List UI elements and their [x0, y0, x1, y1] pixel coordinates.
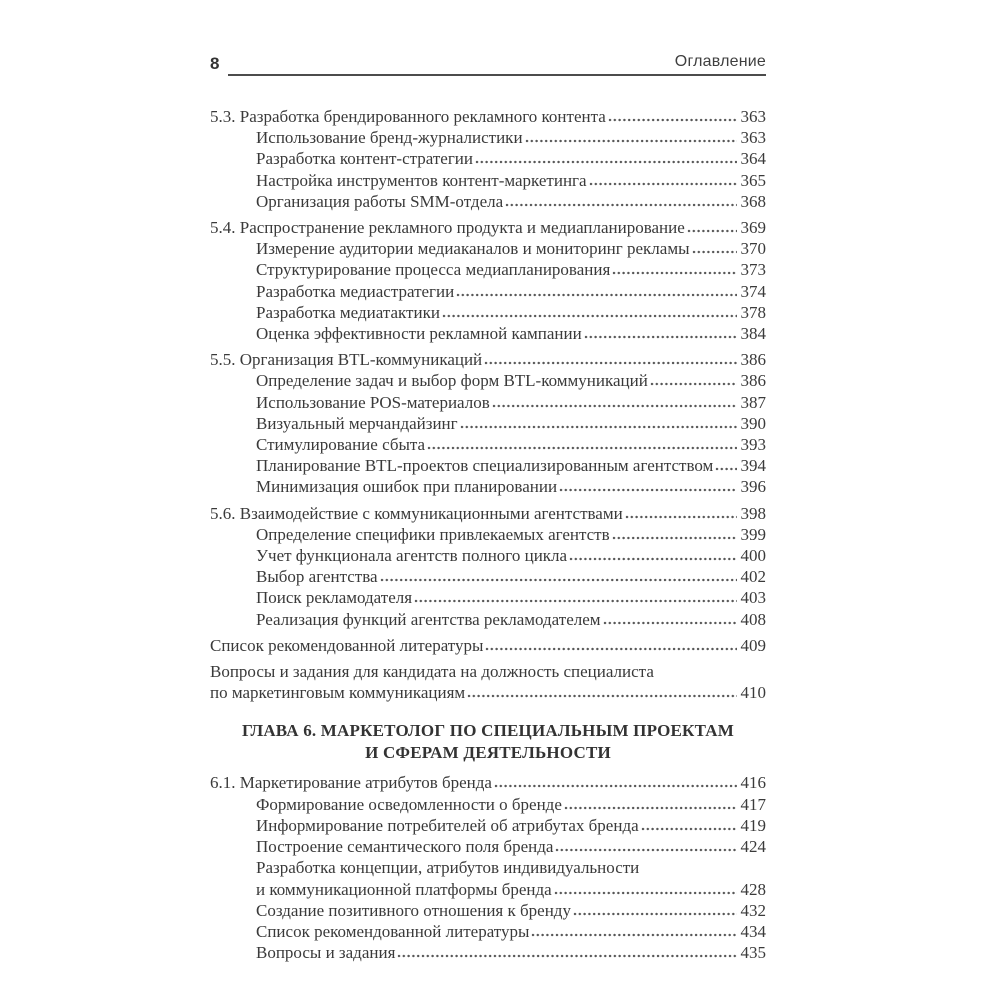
toc-entry-text: Выбор агентства: [256, 567, 378, 587]
dot-leader: [380, 578, 737, 582]
dot-leader: [573, 912, 737, 916]
toc-entry-line: [210, 217, 766, 238]
toc-entry-text: Структурирование процесса медиапланирования: [256, 260, 611, 280]
dot-leader: [456, 293, 736, 297]
toc-group: [210, 661, 766, 703]
toc-entry-text: Планирование BTL-проектов специализированным агентством: [256, 456, 714, 476]
dot-leader: [625, 515, 737, 519]
toc-page-number: 384: [740, 324, 766, 344]
toc-page-number: 432: [740, 900, 766, 920]
toc-entry-text: Организация работы SMM-отдела: [256, 191, 504, 211]
toc-entry-text: Использование бренд-журналистики: [256, 128, 523, 148]
toc-entry: [210, 281, 766, 302]
toc-entry-text: 5.5. Организация BTL-коммуникаций: [210, 350, 483, 370]
toc-entry: [210, 815, 766, 836]
toc-entry-text: Список рекомендованной литературы: [210, 635, 484, 655]
toc-entry: [210, 106, 766, 127]
toc-entry: [210, 434, 766, 455]
toc-entry: [210, 836, 766, 857]
toc-entry: [210, 370, 766, 391]
toc-entry-text: Разработка медиастратегии: [256, 281, 455, 301]
dot-leader: [485, 647, 736, 651]
toc-entry: [210, 661, 766, 703]
toc-entry-line: [210, 434, 766, 455]
dot-leader: [442, 314, 737, 318]
toc-entry-text: 5.3. Разработка брендированного рекламного контента: [210, 107, 606, 126]
toc-page-number: 369: [740, 218, 766, 238]
toc-entry: [210, 302, 766, 323]
toc-entry-text: Использование POS-материалов: [256, 392, 490, 412]
dot-leader: [641, 827, 737, 831]
dot-leader: [650, 382, 737, 386]
toc-page-number: 387: [740, 392, 766, 412]
toc-page-number: 435: [740, 943, 766, 963]
toc-page-number: 403: [740, 588, 766, 608]
page-content: [210, 52, 766, 963]
toc-entry-line: [210, 148, 766, 169]
toc-entry: [210, 900, 766, 921]
toc-entry-line: [210, 772, 766, 793]
toc-page-number: 399: [740, 524, 766, 544]
toc-group: [210, 106, 766, 212]
toc-page-number: 363: [740, 107, 766, 126]
toc-entry-line: [210, 370, 766, 391]
running-title: Оглавление: [674, 53, 766, 70]
dot-leader: [608, 118, 737, 122]
toc-page-number: 409: [740, 635, 766, 655]
dot-leader: [427, 446, 736, 450]
toc-entry-line: [210, 170, 766, 191]
dot-leader: [492, 404, 737, 408]
toc-entry-line: [210, 661, 766, 682]
toc-entry: [210, 503, 766, 524]
chapter-heading: [210, 720, 766, 763]
toc-entry: [210, 413, 766, 434]
dot-leader: [589, 182, 737, 186]
dot-leader: [505, 203, 736, 207]
toc-entry: [210, 476, 766, 497]
toc-entry-text: Визуальный мерчандайзинг: [256, 413, 458, 433]
toc-entry-line: [210, 524, 766, 545]
chapter-heading-line: ГЛАВА 6. МАРКЕТОЛОГ ПО СПЕЦИАЛЬНЫМ ПРОЕКТАМ: [242, 721, 734, 741]
toc-entry-text: по маркетинговым коммуникациям: [210, 683, 466, 703]
toc-entry-text: Стимулирование сбыта: [256, 435, 426, 455]
toc-entry-line: [210, 455, 766, 476]
toc-entry-line: [210, 323, 766, 344]
toc-page-number: 363: [740, 128, 766, 148]
page-number: 8: [210, 54, 228, 77]
toc-group: [210, 217, 766, 344]
toc-page-number: 396: [740, 477, 766, 497]
toc-page-number: 373: [740, 260, 766, 280]
dot-leader: [554, 891, 737, 895]
toc-entry: [210, 857, 766, 899]
toc-entry-text: 5.6. Взаимодействие с коммуникационными агентствами: [210, 503, 623, 523]
toc-page-number: 428: [740, 879, 766, 899]
toc-entry: [210, 545, 766, 566]
toc: [210, 106, 766, 963]
toc-page-number: 417: [740, 794, 766, 814]
toc-entry-line: [210, 503, 766, 524]
toc-entry-text: Минимизация ошибок при планировании: [256, 477, 558, 497]
dot-leader: [414, 599, 736, 603]
toc-entry-text: Разработка контент-стратегии: [256, 149, 473, 169]
toc-entry-text: Реализация функций агентства рекламодателем: [256, 609, 601, 629]
toc-entry: [210, 635, 766, 656]
toc-entry-line: [210, 106, 766, 127]
toc-page-number: 419: [740, 815, 766, 835]
toc-entry-text: Формирование осведомленности о бренде: [256, 794, 562, 814]
toc-page-number: 424: [740, 837, 766, 857]
toc-entry-text: Разработка медиатактики: [256, 302, 440, 322]
toc-entry-line: [210, 545, 766, 566]
toc-group: [210, 349, 766, 497]
toc-entry-text: и коммуникационной платформы бренда: [256, 879, 552, 899]
dot-leader: [494, 784, 737, 788]
toc-page-number: 400: [740, 546, 766, 566]
dot-leader: [612, 536, 737, 540]
toc-entry-text: Информирование потребителей об атрибутах бренда: [256, 815, 639, 835]
toc-entry: [210, 191, 766, 212]
toc-entry-line: [210, 815, 766, 836]
toc-entry: [210, 524, 766, 545]
dot-leader: [564, 806, 737, 810]
toc-entry-text: Построение семантического поля бренда: [256, 837, 554, 857]
toc-entry-text: Учет функционала агентств полного цикла: [256, 546, 568, 566]
dot-leader: [715, 467, 736, 471]
toc-page-number: 364: [740, 149, 766, 169]
toc-entry-line: [210, 191, 766, 212]
toc-page-number: 378: [740, 302, 766, 322]
toc-entry: [210, 127, 766, 148]
dot-leader: [467, 694, 736, 698]
toc-entry-line: [210, 609, 766, 630]
toc-entry-text: Вопросы и задания для кандидата на должность специалиста: [210, 662, 654, 682]
toc-entry-text: Настройка инструментов контент-маркетинга: [256, 170, 587, 190]
toc-entry-text: Вопросы и задания: [256, 943, 396, 963]
toc-group: [210, 503, 766, 630]
toc-group: [210, 772, 766, 963]
toc-entry-text: Создание позитивного отношения к бренду: [256, 900, 571, 920]
toc-group: [210, 635, 766, 656]
toc-entry-line: [210, 413, 766, 434]
toc-entry-line: [210, 635, 766, 656]
toc-entry-line: [210, 302, 766, 323]
chapter-heading-line: И СФЕРАМ ДЕЯТЕЛЬНОСТИ: [365, 742, 611, 762]
dot-leader: [687, 229, 737, 233]
toc-entry-line: [210, 836, 766, 857]
toc-entry: [210, 349, 766, 370]
running-head: [210, 52, 766, 76]
toc-entry-line: [210, 127, 766, 148]
toc-entry-text: Измерение аудитории медиаканалов и мониторинг рекламы: [256, 239, 690, 259]
toc-entry-line: [210, 942, 766, 963]
dot-leader: [603, 621, 737, 625]
toc-entry: [210, 942, 766, 963]
toc-entry: [210, 794, 766, 815]
toc-page-number: 393: [740, 435, 766, 455]
toc-page-number: 370: [740, 239, 766, 259]
toc-entry: [210, 259, 766, 280]
toc-entry-line: [210, 900, 766, 921]
toc-entry: [210, 170, 766, 191]
toc-entry-line: [210, 879, 766, 900]
toc-entry: [210, 772, 766, 793]
toc-entry-line: [210, 566, 766, 587]
toc-page-number: 408: [740, 609, 766, 629]
toc-entry: [210, 148, 766, 169]
toc-page-number: 386: [740, 350, 766, 370]
toc-entry: [210, 455, 766, 476]
toc-entry-text: Определение специфики привлекаемых агентств: [256, 524, 610, 544]
toc-entry-text: Определение задач и выбор форм BTL-коммуникаций: [256, 371, 648, 391]
toc-entry-text: 5.4. Распространение рекламного продукта и медиапланирование: [210, 218, 685, 238]
dot-leader: [692, 250, 737, 254]
dot-leader: [484, 361, 736, 365]
dot-leader: [612, 271, 736, 275]
dot-leader: [460, 425, 737, 429]
toc-entry: [210, 323, 766, 344]
toc-entry-line: [210, 349, 766, 370]
dot-leader: [584, 335, 737, 339]
toc-entry: [210, 587, 766, 608]
toc-entry-line: [210, 259, 766, 280]
toc-page-number: 402: [740, 567, 766, 587]
dot-leader: [525, 139, 737, 143]
toc-entry: [210, 238, 766, 259]
toc-entry-line: [210, 587, 766, 608]
toc-entry-line: [210, 921, 766, 942]
toc-entry-line: [210, 857, 766, 878]
dot-leader: [475, 160, 737, 164]
toc-page-number: 386: [740, 371, 766, 391]
toc-entry-line: [210, 281, 766, 302]
toc-entry-line: [210, 794, 766, 815]
toc-entry-text: Список рекомендованной литературы: [256, 921, 530, 941]
toc-page-number: 410: [740, 683, 766, 703]
toc-entry: [210, 566, 766, 587]
toc-entry: [210, 921, 766, 942]
toc-entry: [210, 609, 766, 630]
dot-leader: [397, 954, 736, 958]
toc-entry-line: [210, 682, 766, 703]
toc-page-number: 416: [740, 773, 766, 793]
toc-entry: [210, 392, 766, 413]
toc-entry-line: [210, 392, 766, 413]
dot-leader: [531, 933, 736, 937]
toc-page-number: 398: [740, 503, 766, 523]
toc-page-number: 374: [740, 281, 766, 301]
toc-entry-text: Разработка концепции, атрибутов индивидуальности: [256, 858, 640, 878]
toc-page-number: 368: [740, 191, 766, 211]
dot-leader: [555, 848, 736, 852]
toc-page-number: 394: [740, 456, 766, 476]
toc-entry-text: 6.1. Маркетирование атрибутов бренда: [210, 773, 492, 793]
dot-leader: [569, 557, 736, 561]
toc-entry-line: [210, 476, 766, 497]
toc-page-number: 365: [740, 170, 766, 190]
dot-leader: [559, 488, 736, 492]
toc-entry-text: Поиск рекламодателя: [256, 588, 413, 608]
toc-entry-line: [210, 238, 766, 259]
toc-page-number: 390: [740, 413, 766, 433]
toc-entry: [210, 217, 766, 238]
toc-page-number: 434: [740, 921, 766, 941]
toc-entry-text: Оценка эффективности рекламной кампании: [256, 324, 582, 344]
